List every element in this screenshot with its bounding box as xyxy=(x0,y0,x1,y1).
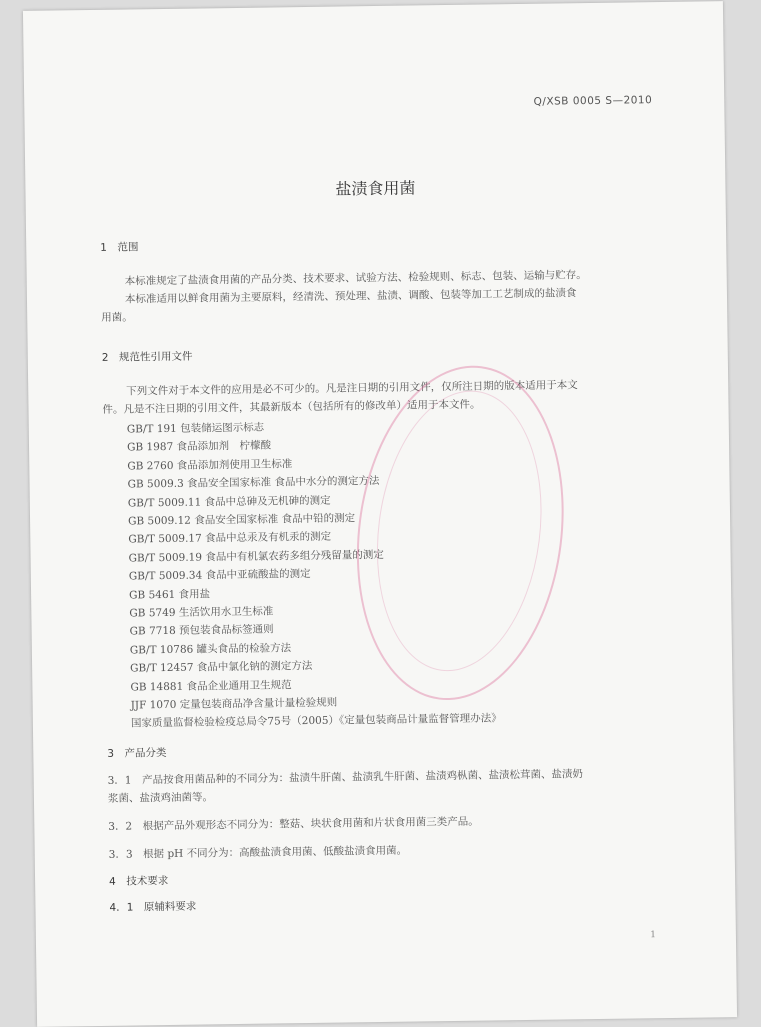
reference-item: GB 2760 食品添加剂使用卫生标准 xyxy=(127,458,293,473)
reference-item: GB/T 5009.17 食品中总汞及有机汞的测定 xyxy=(128,530,332,546)
reference-item: JJF 1070 定量包装商品净含量计量检验规则 xyxy=(130,696,338,712)
clause-3-1-line-1: 3．1 产品按食用菌品种的不同分为：盐渍牛肝菌、盐渍乳牛肝菌、盐渍鸡枞菌、盐渍松茸菌、盐渍奶 xyxy=(107,768,584,787)
clause-3-3: 3．3 根据 pH 不同分为：高酸盐渍食用菌、低酸盐渍食用菌。 xyxy=(108,844,408,861)
standard-code: Q/XSB 0005 S—2010 xyxy=(533,94,653,108)
reference-item: GB 5749 生活饮用水卫生标准 xyxy=(129,605,274,620)
section-1-paragraph-1: 本标准规定了盐渍食用菌的产品分类、技术要求、试验方法、检验规则、标志、包装、运输与贮存。 xyxy=(124,269,587,288)
section-2-paragraph-line-2: 件。凡是不注日期的引用文件，其最新版本（包括所有的修改单）适用于本文件。 xyxy=(102,398,481,416)
reference-item: GB 5009.3 食品安全国家标准 食品中水分的测定方法 xyxy=(127,475,380,491)
section-2-paragraph-line-1: 下列文件对于本文件的应用是必不可少的。凡是注日期的引用文件，仅所注日期的版本适用于本文 xyxy=(126,379,578,398)
reference-item: GB/T 5009.19 食品中有机氯农药多组分残留量的测定 xyxy=(128,548,384,565)
section-3-heading: 3 产品分类 xyxy=(107,747,167,760)
document-page xyxy=(23,1,737,1027)
reference-item: GB 1987 食品添加剂 柠檬酸 xyxy=(126,439,272,454)
reference-item: GB/T 191 包装储运图示标志 xyxy=(126,421,265,436)
clause-4-1-heading: 4．1 原辅料要求 xyxy=(109,900,197,914)
reference-item: 国家质量监督检验检疫总局令75号（2005）《定量包装商品计量监督管理办法》 xyxy=(130,712,502,730)
reference-item: GB/T 5009.34 食品中亚硫酸盐的测定 xyxy=(128,567,311,583)
clause-3-1-line-2: 浆菌、盐渍鸡油菌等。 xyxy=(107,791,214,805)
reference-item: GB/T 12457 食品中氯化钠的测定方法 xyxy=(130,659,313,675)
section-4-heading: 4 技术要求 xyxy=(109,874,169,888)
reference-item: GB 5009.12 食品安全国家标准 食品中铅的测定 xyxy=(127,512,356,528)
reference-item: GB 14881 食品企业通用卫生规范 xyxy=(130,679,292,694)
document-title: 盐渍食用菌 xyxy=(335,178,416,199)
reference-item: GB/T 5009.11 食品中总砷及无机砷的测定 xyxy=(127,494,331,510)
section-1-paragraph-2-line-2: 用菌。 xyxy=(101,311,133,324)
page-number: 1 xyxy=(650,930,656,941)
reference-item: GB/T 10786 罐头食品的检验方法 xyxy=(129,642,292,657)
section-1-heading: 1 范围 xyxy=(100,241,139,254)
reference-item: GB 7718 预包装食品标签通则 xyxy=(129,623,274,638)
section-2-heading: 2 规范性引用文件 xyxy=(101,350,193,364)
reference-item: GB 5461 食用盐 xyxy=(129,588,211,602)
clause-3-2: 3．2 根据产品外观形态不同分为：整菇、块状食用菌和片状食用菌三类产品。 xyxy=(108,815,479,833)
section-1-paragraph-2-line-1: 本标准适用以鲜食用菌为主要原料，经清洗、预处理、盐渍、调酸、包装等加工工艺制成的盐渍食 xyxy=(124,287,577,306)
